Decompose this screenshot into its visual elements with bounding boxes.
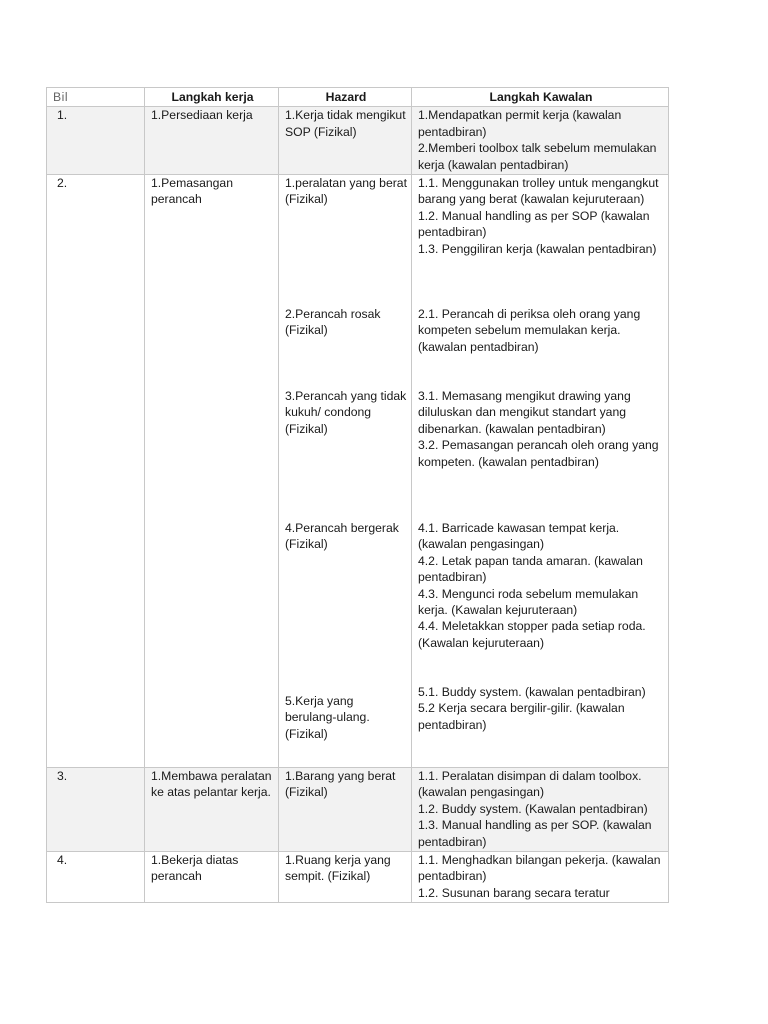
hazard-table xyxy=(46,87,669,903)
control-item: 1.1. Menghadkan bilangan pekerja. (kawalan pentadbiran) 1.2. Susunan barang secara teratur xyxy=(418,853,661,900)
row-number: 1. xyxy=(47,107,145,175)
table-row xyxy=(47,768,669,852)
control-item: 1.Mendapatkan permit kerja (kawalan pentadbiran) 2.Memberi toolbox talk sebelum memulakan kerja (kawalan pentadbiran) xyxy=(418,108,657,172)
control-cell xyxy=(412,768,669,852)
hazard-item: 1.Kerja tidak mengikut SOP (Fizikal) xyxy=(285,108,406,139)
work-step: 1.Membawa peralatan ke atas pelantar kerja. xyxy=(145,768,279,852)
hazard-item: 3.Perancah yang tidak kukuh/ condong (Fizikal) xyxy=(285,389,407,436)
hazard-item: 2.Perancah rosak (Fizikal) xyxy=(285,307,381,338)
work-step: 1.Persediaan kerja xyxy=(145,107,279,175)
work-step: 1.Bekerja diatas perancah xyxy=(145,852,279,903)
hazard-item: 1.peralatan yang berat (Fizikal) xyxy=(285,176,407,207)
control-item: 2.1. Perancah di periksa oleh orang yang kompeten sebelum memulakan kerja. (kawalan pentadbiran) xyxy=(418,307,641,354)
table-header-row xyxy=(47,88,669,107)
work-step: 1.Pemasangan perancah xyxy=(145,175,279,768)
control-cell xyxy=(412,852,669,903)
control-item: 4.1. Barricade kawasan tempat kerja. (kawalan pengasingan) 4.2. Letak papan tanda amaran. (kawalan pentadbiran) 4.3. Mengunci roda sebelum memulakan kerja. (Kawalan kejuruteraan) 4.4. Meletakkan stopper pada setiap roda. (Kawalan kejuruteraan) xyxy=(418,521,646,650)
row-number: 2. xyxy=(47,175,145,768)
row-number: 4. xyxy=(47,852,145,903)
control-item: 1.1. Peralatan disimpan di dalam toolbox. (kawalan pengasingan) 1.2. Buddy system. (Kawalan pentadbiran) 1.3. Manual handling as per SOP. (kawalan pentadbiran) xyxy=(418,769,652,849)
row-number: 3. xyxy=(47,768,145,852)
hazard-item: 5.Kerja yang berulang-ulang. (Fizikal) xyxy=(285,694,370,741)
control-cell xyxy=(412,175,669,768)
hazard-cell xyxy=(279,107,412,175)
hazard-cell xyxy=(279,175,412,768)
hazard-cell xyxy=(279,852,412,903)
hazard-cell xyxy=(279,768,412,852)
control-cell xyxy=(412,107,669,175)
column-header-hazard: Hazard xyxy=(279,88,412,107)
table-row xyxy=(47,852,669,903)
control-item: 3.1. Memasang mengikut drawing yang diluluskan dan mengikut standart yang dibenarkan. (kawalan pentadbiran) 3.2. Pemasangan perancah oleh orang yang kompeten. (kawalan pentadbiran) xyxy=(418,389,659,469)
hazard-item: 1.Barang yang berat (Fizikal) xyxy=(285,769,396,800)
column-header-bil: Bil xyxy=(47,88,145,107)
table-row xyxy=(47,107,669,175)
hazard-item: 1.Ruang kerja yang sempit. (Fizikal) xyxy=(285,853,391,884)
column-header-langkah-kawalan: Langkah Kawalan xyxy=(412,88,669,107)
control-item: 1.1. Menggunakan trolley untuk mengangkut barang yang berat (kawalan kejuruteraan) 1.2. Manual handling as per SOP (kawalan pentadbiran) 1.3. Penggiliran kerja (kawalan pentadbiran) xyxy=(418,176,659,256)
column-header-langkah-kerja: Langkah kerja xyxy=(145,88,279,107)
table-row xyxy=(47,175,669,768)
control-item: 5.1. Buddy system. (kawalan pentadbiran) 5.2 Kerja secara bergilir-gilir. (kawalan pentadbiran) xyxy=(418,685,646,732)
hazard-item: 4.Perancah bergerak (Fizikal) xyxy=(285,521,399,552)
